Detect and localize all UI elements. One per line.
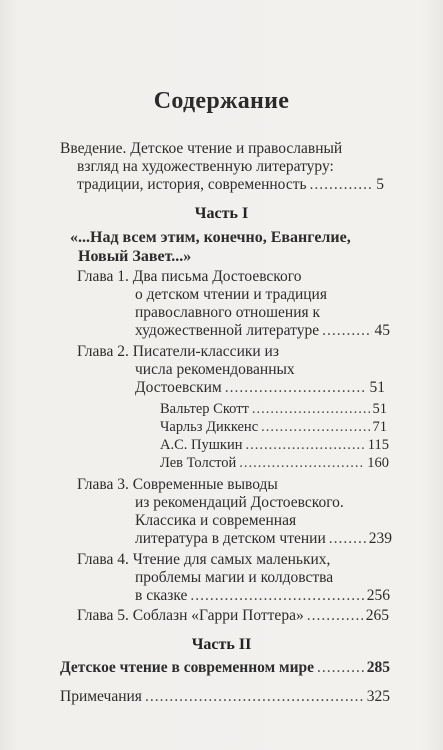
- chapter-4-line-3: в сказке: [135, 587, 188, 604]
- chapter-1-line-1: Глава 1. Два письма Достоевского: [77, 268, 302, 285]
- chapter-3-line-2: из рекомендаций Достоевского.: [135, 494, 344, 511]
- chapter-4-line-1: Глава 4. Чтение для самых маленьких,: [77, 551, 331, 568]
- notes-label: Примечания: [60, 688, 142, 705]
- leader-dots: [239, 454, 364, 472]
- chapter-2-line-2: числа рекомендованных: [135, 361, 295, 378]
- leader-dots: [145, 688, 364, 706]
- notes-entry: [60, 688, 390, 706]
- chapter-3-entry: [135, 530, 392, 548]
- chapter-5-page-number: 265: [365, 607, 389, 624]
- chapter-4-line-2: проблемы магии и колдовства: [135, 569, 334, 586]
- chapter-1-entry: [135, 322, 390, 340]
- intro-page-number: 5: [376, 176, 384, 193]
- chapter-4-page-number: 256: [366, 587, 390, 604]
- chapter-5-label: Глава 5. Соблазн «Гарри Поттера»: [77, 607, 304, 624]
- subitem-label: Чарльз Диккенс: [160, 419, 259, 435]
- chapter-3-line-3: Классика и современная: [135, 512, 297, 529]
- part-2-page-number: 285: [366, 659, 390, 676]
- leader-dots: [261, 418, 369, 436]
- subitem-charles-dickens: [160, 418, 387, 436]
- intro-entry: [77, 176, 384, 194]
- leader-dots: [252, 400, 370, 418]
- intro-line-1: Введение. Детское чтение и православный: [60, 140, 343, 157]
- chapter-1-line-4: художественной литературе: [135, 322, 320, 339]
- chapter-1-line-2: о детском чтении и традиция: [135, 286, 327, 303]
- leader-dots: [190, 587, 363, 605]
- part-1-heading: Часть I: [194, 205, 249, 222]
- part-1-subtitle-line-2: Новый Завет...»: [78, 248, 192, 265]
- subitem-label: А.С. Пушкин: [160, 437, 243, 453]
- page-title: Содержание: [153, 88, 290, 114]
- leader-dots: [329, 530, 366, 548]
- subitem-page-number: 160: [367, 455, 389, 471]
- chapter-3-line-1: Глава 3. Современные выводы: [77, 476, 278, 493]
- subitem-pushkin: [160, 436, 389, 454]
- leader-dots: [310, 176, 374, 194]
- chapter-1-page-number: 45: [374, 322, 390, 339]
- subitem-label: Лев Толстой: [160, 455, 237, 471]
- part-2-entry: [60, 659, 390, 677]
- leader-dots: [245, 436, 364, 454]
- chapter-2-page-number: 51: [369, 379, 385, 396]
- leader-dots: [225, 379, 367, 397]
- subitem-walter-scott: [160, 400, 387, 418]
- intro-line-2: взгляд на художественную литературу:: [77, 158, 334, 175]
- part-2-label: Детское чтение в современном мире: [60, 659, 315, 676]
- chapter-4-entry: [135, 587, 390, 605]
- subitem-page-number: 51: [372, 401, 387, 417]
- chapter-1-line-3: православного отношения к: [135, 304, 321, 321]
- notes-page-number: 325: [366, 688, 390, 705]
- chapter-2-entry: [135, 379, 385, 397]
- part-1-subtitle-line-1: «...Над всем этим, конечно, Евангелие,: [70, 229, 351, 246]
- leader-dots: [322, 322, 371, 340]
- chapter-2-line-1: Глава 2. Писатели-классики из: [77, 343, 279, 360]
- chapter-5-entry: [77, 607, 389, 625]
- leader-dots: [317, 659, 364, 677]
- part-2-heading: Часть II: [191, 636, 252, 653]
- subitem-leo-tolstoy: [160, 454, 389, 472]
- subitem-label: Вальтер Скотт: [160, 401, 249, 417]
- chapter-2-line-3: Достоевским: [135, 379, 222, 396]
- subitem-page-number: 115: [367, 437, 389, 453]
- leader-dots: [307, 607, 363, 625]
- intro-line-3: традиции, история, современность: [77, 176, 307, 193]
- subitem-page-number: 71: [372, 419, 387, 435]
- chapter-3-page-number: 239: [368, 530, 392, 547]
- chapter-3-line-4: литература в детском чтении: [135, 530, 326, 547]
